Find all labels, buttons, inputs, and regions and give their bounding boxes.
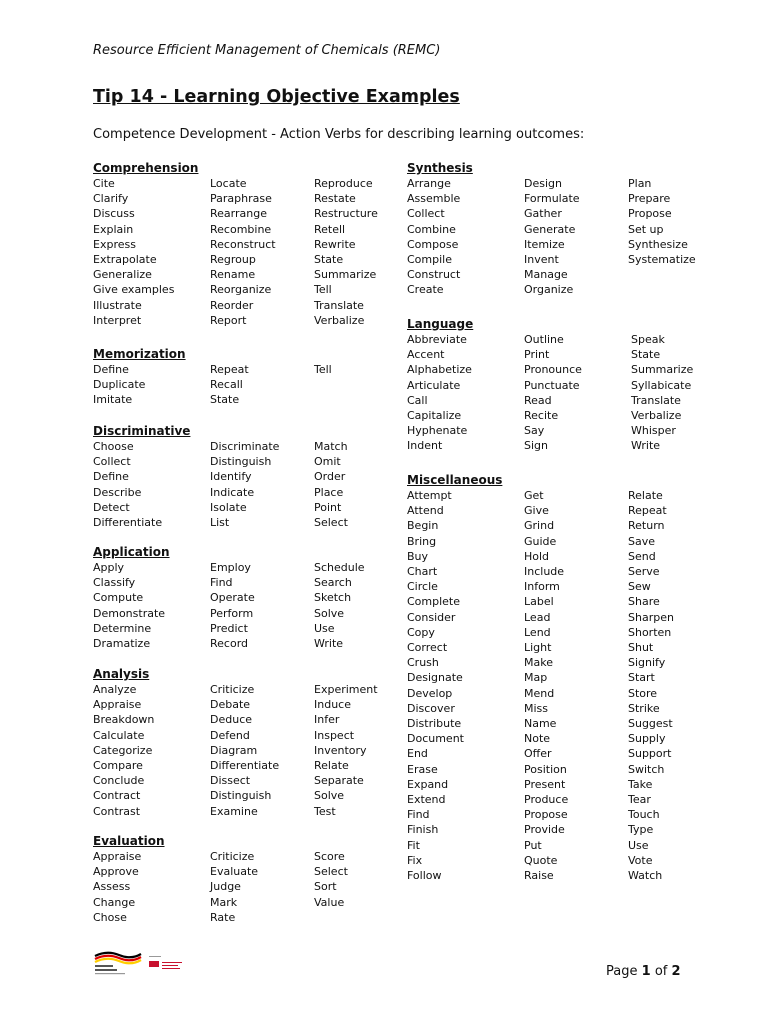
verb-item: Follow — [407, 869, 442, 882]
verb-list — [93, 362, 423, 408]
verb-item: Arrange — [407, 177, 451, 190]
section-title: Evaluation — [93, 834, 165, 848]
verb-item: Reproduce — [314, 177, 373, 190]
verb-item: Sew — [628, 580, 651, 594]
section-synthesis — [407, 160, 737, 298]
verb-item: Summarize — [631, 363, 694, 377]
verb-item: Omit — [314, 455, 341, 469]
verb-item: Articulate — [407, 378, 461, 392]
verb-item: Collect — [407, 207, 445, 221]
verb-item: Value — [314, 895, 345, 909]
verb-item: Buy — [407, 549, 429, 563]
verb-item: Retell — [314, 222, 346, 236]
verb-item: Support — [628, 747, 672, 761]
verb-item: Assemble — [407, 192, 461, 206]
giz-logo — [148, 952, 184, 976]
section-language — [407, 316, 737, 454]
verb-item: Debate — [210, 698, 251, 712]
verb-item: Provide — [524, 823, 565, 837]
verb-item: Write — [631, 439, 661, 453]
verb-item: Restructure — [314, 207, 378, 221]
verb-item: Produce — [524, 793, 569, 806]
verb-item: Find — [210, 576, 233, 590]
verb-item: Indicate — [210, 485, 255, 499]
verb-item: Deduce — [210, 713, 253, 727]
verb-item: Outline — [524, 333, 564, 346]
verb-item: Shorten — [628, 625, 672, 639]
verb-item: Mend — [524, 686, 555, 700]
verb-item: Relate — [628, 489, 663, 502]
verb-item: Recall — [210, 378, 243, 392]
verb-item: Chose — [93, 910, 127, 924]
verb-item: Chart — [407, 565, 438, 578]
verb-item: Regroup — [210, 253, 256, 266]
verb-item: Lead — [524, 610, 551, 624]
verb-item: Type — [628, 823, 654, 837]
verb-item: Distinguish — [210, 455, 272, 469]
verb-item: Whisper — [631, 424, 676, 438]
verb-item: Mark — [210, 895, 238, 909]
verb-item: Tell — [314, 363, 332, 376]
verb-item: Write — [314, 637, 344, 650]
verb-item: Abbreviate — [407, 333, 467, 346]
verb-item: Relate — [314, 759, 349, 772]
verb-item: Reorder — [210, 298, 254, 312]
page-subtitle: Competence Development - Action Verbs for describing learning outcomes: — [93, 127, 585, 142]
verb-item: Dissect — [210, 774, 251, 788]
verb-item: Alphabetize — [407, 363, 472, 377]
verb-item: Cite — [93, 177, 115, 190]
verb-item: Approve — [93, 865, 139, 879]
verb-item: Restate — [314, 192, 356, 206]
verb-item: State — [210, 393, 240, 407]
verb-item: Compare — [93, 759, 143, 772]
verb-item: Invent — [524, 253, 559, 266]
verb-item: Apply — [93, 561, 125, 574]
verb-item: Offer — [524, 747, 552, 761]
verb-item: Distribute — [407, 717, 462, 730]
verb-item: Combine — [407, 222, 456, 236]
verb-item: Miss — [524, 701, 549, 715]
verb-item: Score — [314, 850, 345, 863]
verb-item: Fix — [407, 853, 423, 867]
verb-item: Signify — [628, 656, 666, 670]
verb-item: Create — [407, 283, 444, 297]
verb-item: Identify — [210, 470, 252, 484]
verb-item: Make — [524, 656, 553, 670]
verb-item: Note — [524, 732, 551, 746]
verb-item: Set up — [628, 222, 664, 236]
verb-item: Report — [210, 313, 247, 327]
verb-item: Analyze — [93, 683, 137, 696]
verb-item: Inform — [524, 580, 560, 594]
document-header: Resource Efficient Management of Chemicals (REMC) — [93, 43, 441, 58]
verb-item: Present — [524, 777, 566, 791]
verb-item: Operate — [210, 591, 255, 605]
verb-item: Test — [314, 804, 336, 818]
verb-list — [93, 176, 423, 328]
verb-item: Indent — [407, 439, 443, 453]
verb-item: Name — [524, 717, 557, 730]
section-memorization — [93, 346, 423, 408]
verb-item: Suggest — [628, 717, 673, 730]
verb-item: Discover — [407, 701, 455, 715]
verb-item: Propose — [628, 207, 672, 221]
verb-item: Map — [524, 671, 548, 685]
verb-item: Attend — [407, 504, 444, 518]
verb-item: Speak — [631, 333, 665, 346]
verb-item: Perform — [210, 606, 254, 620]
verb-item: Prepare — [628, 192, 671, 206]
verb-item: Plan — [628, 177, 652, 190]
verb-item: Predict — [210, 621, 248, 635]
verb-item: List — [210, 516, 230, 529]
verb-item: Lend — [524, 625, 551, 639]
verb-item: Gather — [524, 207, 562, 221]
verb-item: Inventory — [314, 743, 367, 757]
verb-item: Tear — [628, 793, 651, 806]
verb-item: Organize — [524, 283, 574, 297]
verb-item: Contract — [93, 789, 141, 803]
verb-item: Classify — [93, 576, 136, 590]
verb-item: Describe — [93, 485, 142, 499]
verb-item: Pronounce — [524, 363, 582, 377]
section-title: Discriminative — [93, 424, 191, 438]
verb-item: Select — [314, 516, 348, 529]
verb-item: Bring — [407, 534, 437, 548]
verb-item: Hyphenate — [407, 424, 468, 438]
verb-item: Interpret — [93, 313, 142, 327]
page-number: Page 1 of 2 — [606, 964, 681, 979]
verb-item: Print — [524, 348, 550, 362]
verb-item: Order — [314, 470, 346, 484]
verb-item: Strike — [628, 701, 660, 715]
verb-item: Diagram — [210, 743, 258, 757]
verb-item: Send — [628, 549, 656, 563]
verb-item: Hold — [524, 549, 550, 563]
verb-item: Find — [407, 808, 430, 822]
verb-item: Isolate — [210, 500, 247, 514]
verb-item: Schedule — [314, 561, 365, 574]
german-cooperation-logo — [93, 948, 143, 976]
verb-item: Give examples — [93, 283, 175, 297]
verb-item: Evaluate — [210, 865, 259, 879]
verb-item: Use — [628, 838, 649, 852]
verb-item: Assess — [93, 880, 131, 894]
verb-item: Finish — [407, 823, 439, 837]
verb-item: Propose — [524, 808, 568, 822]
verb-item: Label — [524, 595, 554, 609]
verb-item: Capitalize — [407, 409, 462, 422]
verb-item: Compute — [93, 591, 144, 605]
verb-item: Copy — [407, 625, 435, 639]
verb-item: Raise — [524, 869, 554, 882]
verb-item: Include — [524, 565, 565, 578]
verb-item: Extend — [407, 793, 446, 806]
verb-item: Punctuate — [524, 378, 580, 392]
verb-item: Demonstrate — [93, 606, 166, 620]
verb-item: Generalize — [93, 268, 152, 282]
verb-item: Position — [524, 762, 567, 776]
verb-item: Switch — [628, 762, 665, 776]
verb-item: Rearrange — [210, 207, 267, 221]
verb-item: Consider — [407, 610, 456, 624]
verb-item: Translate — [631, 393, 681, 407]
verb-item: Systematize — [628, 253, 696, 266]
verb-item: Choose — [93, 440, 134, 453]
verb-item: Separate — [314, 774, 364, 788]
verb-item: Grind — [524, 519, 555, 533]
verb-item: Locate — [210, 177, 247, 190]
verb-item: Take — [628, 777, 653, 791]
verb-item: Give — [524, 504, 549, 518]
verb-item: Record — [210, 637, 249, 650]
verb-item: Employ — [210, 561, 251, 574]
verb-item: Defend — [210, 728, 250, 742]
verb-item: Detect — [93, 500, 130, 514]
verb-item: Touch — [628, 808, 660, 822]
verb-item: Criticize — [210, 683, 255, 696]
verb-item: Sketch — [314, 591, 352, 605]
verb-item: Solve — [314, 789, 345, 803]
verb-item: Appraise — [93, 850, 142, 863]
verb-item: Duplicate — [93, 378, 146, 392]
verb-item: Guide — [524, 534, 557, 548]
section-application — [93, 544, 423, 651]
section-analysis — [93, 666, 423, 819]
verb-item: Clarify — [93, 192, 129, 206]
verb-item: Recite — [524, 409, 559, 422]
verb-item: Change — [93, 895, 136, 909]
verb-item: Calculate — [93, 728, 145, 742]
verb-item: Say — [524, 424, 545, 438]
verb-item: Collect — [93, 455, 131, 469]
verb-item: Explain — [93, 222, 134, 236]
verb-item: Verbalize — [314, 313, 365, 327]
section-title: Miscellaneous — [407, 473, 503, 487]
verb-item: Illustrate — [93, 298, 142, 312]
verb-item: Call — [407, 393, 428, 407]
verb-item: Rate — [210, 910, 236, 924]
verb-list — [93, 560, 423, 651]
verb-item: Place — [314, 485, 344, 499]
verb-item: Solve — [314, 606, 345, 620]
verb-item: Categorize — [93, 743, 153, 757]
verb-item: Watch — [628, 869, 663, 882]
verb-item: Breakdown — [93, 713, 155, 727]
verb-item: Match — [314, 440, 348, 453]
verb-item: Recombine — [210, 222, 272, 236]
verb-item: Sharpen — [628, 610, 674, 624]
verb-item: Share — [628, 595, 660, 609]
verb-item: Experiment — [314, 683, 378, 696]
verb-item: Fit — [407, 838, 420, 852]
verb-item: Define — [93, 470, 129, 484]
verb-item: Synthesize — [628, 237, 688, 251]
verb-item: Read — [524, 393, 552, 407]
verb-item: Rename — [210, 268, 256, 282]
verb-item: Tell — [314, 283, 332, 297]
verb-item: End — [407, 747, 428, 761]
verb-list — [407, 332, 737, 454]
page-title: Tip 14 - Learning Objective Examples — [93, 87, 460, 107]
verb-item: Induce — [314, 698, 351, 712]
verb-item: Shut — [628, 641, 654, 654]
section-evaluation — [93, 833, 423, 925]
verb-item: Repeat — [628, 504, 667, 518]
verb-item: Express — [93, 237, 136, 251]
verb-item: Use — [314, 621, 335, 635]
verb-item: Compose — [407, 237, 459, 251]
verb-item: Judge — [210, 880, 241, 894]
verb-item: Put — [524, 838, 542, 852]
verb-item: State — [314, 253, 344, 266]
verb-item: Start — [628, 671, 655, 685]
verb-list — [93, 849, 423, 925]
verb-item: Supply — [628, 732, 666, 746]
verb-item: Manage — [524, 268, 568, 282]
section-title: Synthesis — [407, 161, 473, 175]
section-miscellaneous — [407, 472, 737, 883]
section-comprehension — [93, 160, 423, 328]
section-title: Application — [93, 545, 170, 559]
verb-item: Itemize — [524, 237, 565, 251]
verb-item: Syllabicate — [631, 378, 692, 392]
verb-item: Crush — [407, 656, 439, 670]
verb-list — [93, 682, 423, 819]
verb-item: Quote — [524, 853, 558, 867]
verb-item: Inspect — [314, 728, 355, 742]
verb-item: Document — [407, 732, 464, 746]
verb-item: Sign — [524, 439, 548, 453]
verb-item: Conclude — [93, 774, 145, 788]
verb-item: Design — [524, 177, 562, 190]
verb-item: Differentiate — [93, 516, 163, 529]
verb-item: Circle — [407, 580, 438, 594]
verb-item: Generate — [524, 222, 576, 236]
verb-item: Expand — [407, 777, 449, 791]
verb-item: Dramatize — [93, 637, 151, 650]
verb-list — [407, 176, 737, 298]
verb-item: Translate — [314, 298, 364, 312]
verb-item: Construct — [407, 268, 461, 282]
verb-item: Determine — [93, 621, 152, 635]
verb-item: Store — [628, 686, 658, 700]
verb-item: Sort — [314, 880, 337, 894]
verb-item: Begin — [407, 519, 439, 533]
verb-item: Save — [628, 534, 656, 548]
verb-item: Infer — [314, 713, 340, 727]
verb-item: Repeat — [210, 363, 249, 376]
verb-item: Reconstruct — [210, 237, 276, 251]
verb-item: Attempt — [407, 489, 452, 502]
verb-item: Develop — [407, 686, 453, 700]
verb-item: Designate — [407, 671, 463, 685]
verb-item: Light — [524, 641, 552, 654]
verb-item: Summarize — [314, 268, 377, 282]
verb-list — [93, 439, 423, 530]
verb-item: Imitate — [93, 393, 133, 407]
verb-item: Reorganize — [210, 283, 272, 297]
verb-item: Erase — [407, 762, 438, 776]
verb-item: Rewrite — [314, 237, 356, 251]
verb-item: Discuss — [93, 207, 135, 221]
verb-item: Verbalize — [631, 409, 682, 422]
verb-item: Differentiate — [210, 759, 280, 772]
verb-item: State — [631, 348, 661, 362]
section-discriminative — [93, 423, 423, 530]
verb-item: Appraise — [93, 698, 142, 712]
section-title: Language — [407, 317, 474, 331]
verb-item: Criticize — [210, 850, 255, 863]
verb-item: Serve — [628, 565, 660, 578]
verb-item: Select — [314, 865, 348, 879]
section-title: Analysis — [93, 667, 150, 681]
section-title: Memorization — [93, 347, 186, 361]
verb-item: Formulate — [524, 192, 580, 206]
verb-item: Define — [93, 363, 129, 376]
verb-item: Contrast — [93, 804, 141, 818]
verb-item: Complete — [407, 595, 461, 609]
verb-item: Correct — [407, 641, 448, 654]
verb-item: Paraphrase — [210, 192, 272, 206]
verb-list — [407, 488, 737, 883]
verb-item: Compile — [407, 253, 452, 266]
verb-item: Get — [524, 489, 544, 502]
verb-item: Accent — [407, 348, 445, 362]
section-title: Comprehension — [93, 161, 199, 175]
verb-item: Return — [628, 519, 665, 533]
verb-item: Discriminate — [210, 440, 280, 453]
verb-item: Search — [314, 576, 352, 590]
verb-item: Point — [314, 500, 342, 514]
verb-item: Examine — [210, 804, 258, 818]
verb-item: Extrapolate — [93, 253, 157, 266]
verb-item: Distinguish — [210, 789, 272, 803]
verb-item: Vote — [628, 853, 653, 867]
